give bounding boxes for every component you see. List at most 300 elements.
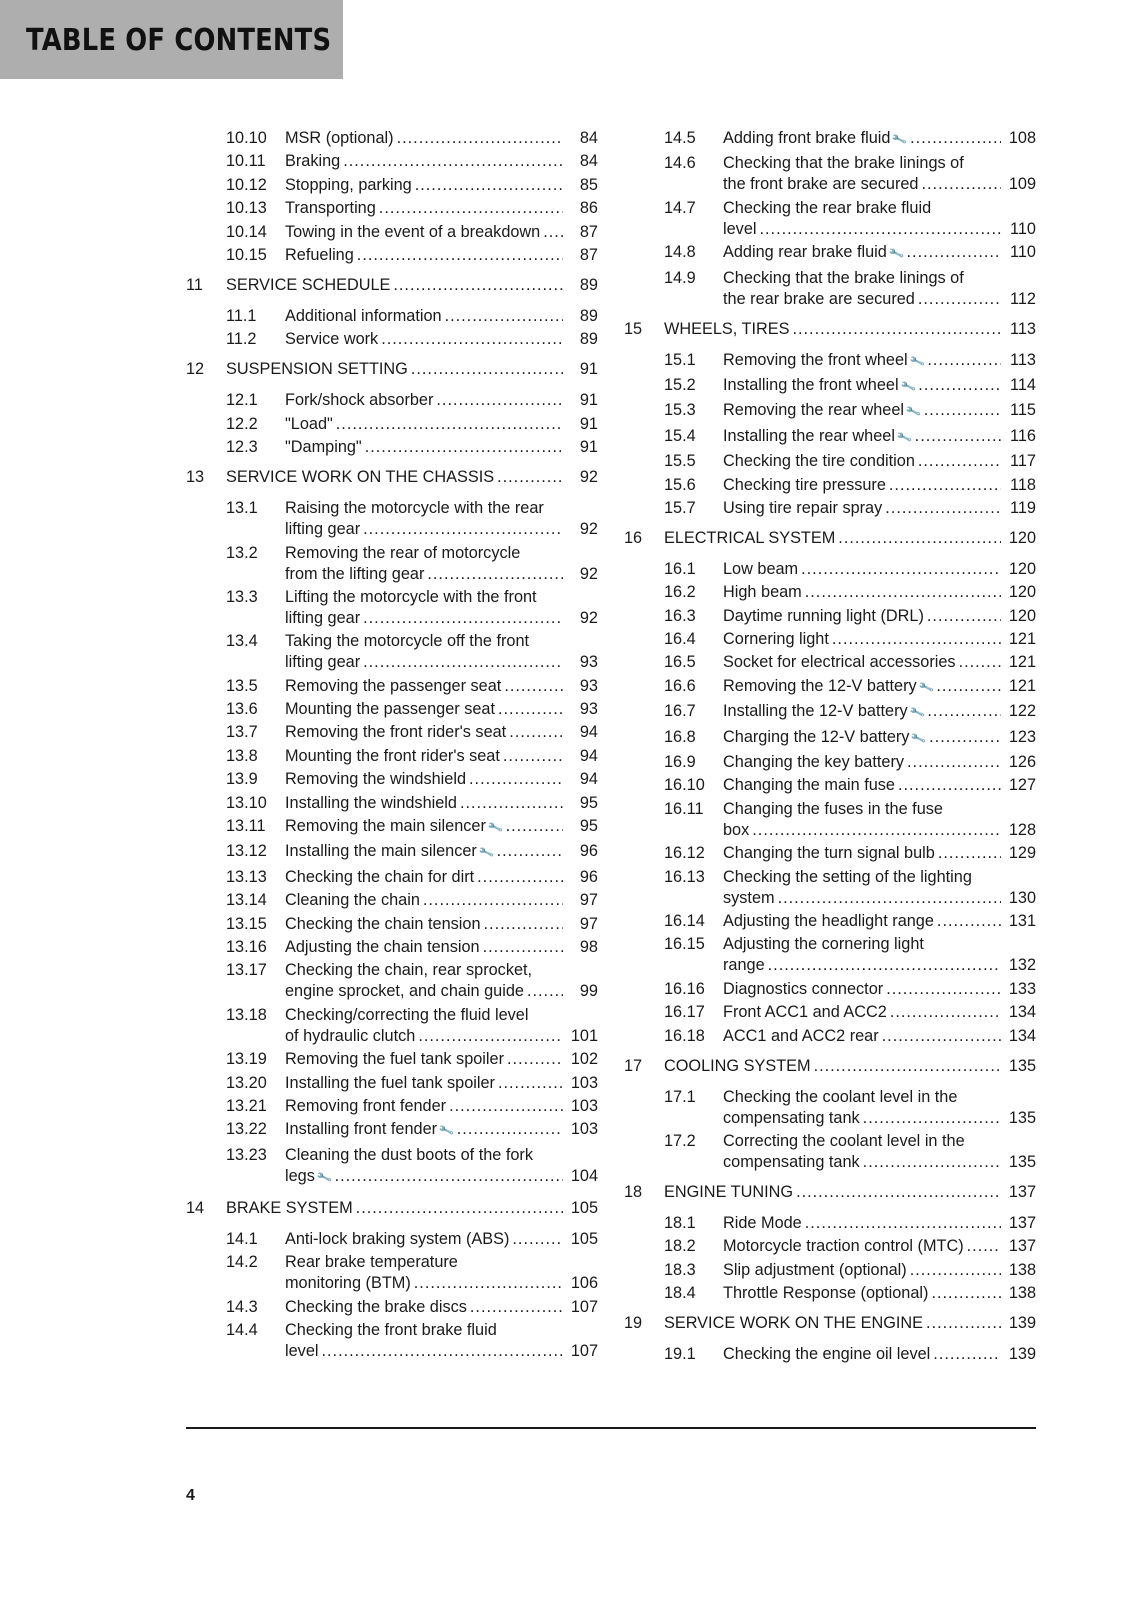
toc-section-entry[interactable] [186,1145,598,1189]
entry-title: Cornering light [723,630,829,649]
entry-text [723,350,1036,373]
section-number: 12.1 [226,391,258,410]
toc-section-entry[interactable] [624,775,1036,796]
page-reference: 97 [579,914,598,933]
entry-title: Transporting [285,199,376,218]
entry-title: Checking tire pressure [723,475,886,494]
wrench-icon: 🔧 [478,845,496,862]
entry-title: Checking the coolant level in the [723,1087,958,1106]
page-reference: 93 [579,676,598,695]
entry-title: Refueling [285,245,354,264]
entry-line [723,775,1036,796]
entry-text [285,816,598,839]
toc-section-entry[interactable] [624,1087,1036,1129]
toc-section-entry[interactable] [624,606,1036,627]
toc-section-entry[interactable] [624,559,1036,580]
entry-text [723,752,1036,773]
toc-section-entry[interactable] [186,329,598,350]
entry-title: ENGINE TUNING [664,1182,794,1201]
entry-text [723,198,1036,240]
toc-section-entry[interactable] [624,843,1036,864]
page-reference: 113 [1010,319,1036,338]
entry-title: Checking the chain, rear sprocket, [285,961,533,980]
toc-chapter-entry[interactable] [624,528,1036,549]
section-number: 16.4 [664,630,696,649]
header-tab [0,0,343,79]
entry-title: system [723,888,775,907]
entry-title: Installing front fender [285,1120,438,1139]
entry-line [285,329,598,350]
entry-line [285,151,598,172]
dot-leader [907,242,1001,263]
section-number: 13.8 [226,746,258,765]
toc-section-entry[interactable] [186,1297,598,1318]
dot-leader [393,275,563,296]
page-reference: 94 [579,723,598,742]
entry-line [285,1166,598,1189]
toc-section-entry[interactable] [186,816,598,839]
entry-line [285,390,598,411]
dot-leader [497,841,563,862]
entry-title: Installing the front wheel [723,375,899,394]
toc-section-entry[interactable] [624,752,1036,773]
toc-section-entry[interactable] [186,437,598,458]
toc-section-entry[interactable] [186,914,598,935]
entry-text [664,319,1036,340]
toc-section-entry[interactable] [624,375,1036,398]
toc-section-entry[interactable] [186,1005,598,1047]
page-reference: 103 [570,1120,598,1139]
toc-section-entry[interactable] [186,631,598,673]
section-number: 17.2 [664,1131,696,1150]
entry-line [285,652,598,673]
toc-section-entry[interactable] [624,426,1036,449]
toc-section-entry[interactable] [186,867,598,888]
entry-line [285,1119,598,1142]
dot-leader [910,1260,1001,1281]
section-number: 14.3 [226,1297,258,1316]
page-reference: 130 [1008,888,1036,907]
entry-line [285,1341,598,1362]
entry-line [723,219,1036,240]
entry-title: Checking the tire condition [723,452,915,471]
entry-text [285,245,598,266]
entry-title: Checking the front brake fluid [285,1320,497,1339]
toc-section-entry[interactable] [624,867,1036,909]
section-number: 18.3 [664,1260,696,1279]
entry-text [723,426,1036,449]
toc-section-entry[interactable] [624,629,1036,650]
section-number: 11.2 [226,330,257,349]
dot-leader [504,676,563,697]
section-number: 19 [624,1314,643,1333]
entry-line [285,793,598,814]
entry-line [226,467,598,488]
toc-section-entry[interactable] [624,582,1036,603]
entry-title: Checking the rear brake fluid [723,198,932,217]
toc-section-entry[interactable] [186,1096,598,1117]
toc-section-entry[interactable] [624,1260,1036,1281]
section-number: 12.2 [226,414,258,433]
toc-section-entry[interactable] [186,699,598,720]
entry-title: COOLING SYSTEM [664,1056,811,1075]
entry-title: Installing the main silencer [285,842,477,861]
dot-leader [863,1152,1001,1173]
entry-line [285,1273,598,1294]
entry-text [664,1182,1036,1203]
dot-leader [418,1026,563,1047]
page-reference: 117 [1010,452,1036,471]
entry-text [285,793,598,814]
toc-section-entry[interactable] [624,727,1036,750]
toc-chapter-entry[interactable] [624,1182,1036,1203]
dot-leader [898,775,1001,796]
entry-title: Adjusting the headlight range [723,911,934,930]
toc-section-entry[interactable] [624,1002,1036,1023]
section-number: 16.8 [664,727,696,746]
entry-text [285,306,598,327]
section-number: 13.15 [226,914,267,933]
section-number: 16.18 [664,1026,705,1045]
toc-section-entry[interactable] [624,701,1036,724]
dot-leader [760,219,1002,240]
section-number: 10.10 [226,129,267,147]
dot-leader [363,652,563,673]
toc-section-entry[interactable] [624,475,1036,496]
toc-section-entry[interactable] [186,245,598,266]
toc-section-entry[interactable] [186,1320,598,1362]
section-number: 11.1 [226,306,257,325]
entry-title: Additional information [285,306,442,325]
entry-text [723,606,1036,627]
page-reference: 120 [1008,559,1036,578]
section-number: 15.2 [664,375,696,394]
page-reference: 95 [579,793,598,812]
page-reference: 91 [579,414,598,433]
entry-line [723,153,1036,174]
entry-title: Adding front brake fluid [723,129,891,147]
entry-line [285,175,598,196]
toc-section-entry[interactable] [624,498,1036,519]
section-number: 16.1 [664,559,696,578]
dot-leader [497,467,563,488]
section-number: 10.13 [226,199,267,218]
page-reference: 134 [1008,1003,1036,1022]
toc-section-entry[interactable] [624,1026,1036,1047]
page-reference: 105 [570,1198,598,1217]
dot-leader [936,676,1001,697]
toc-section-entry[interactable] [186,198,598,219]
page-reference: 118 [1010,475,1036,494]
page-reference: 103 [570,1073,598,1092]
toc-section-entry[interactable] [186,498,598,540]
entry-text [723,1131,1036,1173]
entry-title: engine sprocket, and chain guide [285,982,524,1001]
section-number: 14.2 [226,1253,258,1272]
entry-title: Charging the 12-V battery [723,727,910,746]
entry-title: WHEELS, TIRES [664,319,790,338]
entry-line [723,843,1036,864]
section-number: 12.3 [226,438,258,457]
toc-section-entry[interactable] [186,722,598,743]
page-reference: 120 [1008,528,1036,547]
entry-text [285,1252,598,1294]
entry-title: Removing the passenger seat [285,676,502,695]
entry-text [723,843,1036,864]
page-reference: 97 [579,891,598,910]
toc-section-entry[interactable] [186,1049,598,1070]
page-reference: 94 [579,746,598,765]
toc-section-entry[interactable] [624,652,1036,673]
toc-section-entry[interactable] [186,746,598,767]
section-number: 14.8 [664,243,696,262]
dot-leader [415,175,563,196]
entry-text [723,1236,1036,1257]
entry-text [723,451,1036,472]
section-number: 14 [186,1198,205,1217]
toc-chapter-entry[interactable] [186,1198,598,1219]
toc-section-entry[interactable] [186,587,598,629]
entry-title: Changing the fuses in the fuse [723,799,943,818]
entry-text [285,631,598,673]
toc-chapter-entry[interactable] [186,275,598,296]
toc-section-entry[interactable] [186,841,598,864]
page-reference: 119 [1010,498,1036,517]
section-number: 14.4 [226,1320,258,1339]
section-number: 14.9 [664,268,696,287]
entry-text [723,727,1036,750]
toc-section-entry[interactable] [624,350,1036,373]
entry-title: Checking/correcting the fluid level [285,1005,529,1024]
entry-text [285,914,598,935]
toc-section-entry[interactable] [624,911,1036,932]
entry-text [664,1056,1036,1077]
toc-section-entry[interactable] [186,543,598,585]
toc-chapter-entry[interactable] [624,1056,1036,1077]
toc-section-entry[interactable] [624,1283,1036,1304]
section-number: 10.14 [226,222,267,241]
toc-section-entry[interactable] [186,175,598,196]
entry-line [723,198,1036,219]
footer-divider [186,1427,1036,1429]
page-reference: 86 [579,199,598,218]
toc-section-entry[interactable] [186,937,598,958]
entry-text [285,1297,598,1318]
dot-leader [926,1313,1001,1334]
toc-section-entry[interactable] [186,306,598,327]
page-reference: 121 [1008,676,1036,695]
entry-line [285,587,598,608]
entry-line [723,1002,1036,1023]
toc-chapter-entry[interactable] [186,359,598,380]
entry-line [285,746,598,767]
page-reference: 99 [579,982,598,1001]
toc-section-entry[interactable] [186,676,598,697]
entry-text [723,268,1036,310]
entry-title: ELECTRICAL SYSTEM [664,528,836,547]
entry-text [285,390,598,411]
entry-line [285,890,598,911]
entry-title: Diagnostics connector [723,979,884,998]
section-number: 10.12 [226,175,267,194]
entry-title: Towing in the event of a breakdown [285,222,541,241]
toc-section-entry[interactable] [186,128,598,149]
toc-section-entry[interactable] [624,128,1036,151]
entry-title: Removing the rear of motorcycle [285,543,521,562]
toc-chapter-entry[interactable] [624,319,1036,340]
toc-section-entry[interactable] [624,1213,1036,1234]
toc-section-entry[interactable] [186,1252,598,1294]
entry-title: the front brake are secured [723,175,919,194]
section-number: 18 [624,1182,643,1201]
toc-section-entry[interactable] [186,414,598,435]
page-reference: 139 [1008,1345,1036,1364]
entry-title: Raising the motorcycle with the rear [285,499,544,518]
entry-line [723,451,1036,472]
entry-title: Fork/shock absorber [285,391,434,410]
toc-section-entry[interactable] [186,769,598,790]
entry-text [285,746,598,767]
entry-text [723,934,1036,976]
entry-text [285,329,598,350]
entry-text [723,498,1036,519]
entry-line [285,981,598,1002]
toc-chapter-entry[interactable] [624,1313,1036,1334]
section-number: 16.14 [664,911,705,930]
entry-line [723,1344,1036,1365]
entry-title: Rear brake temperature [285,1253,458,1272]
entry-text [723,652,1036,673]
entry-text [285,198,598,219]
entry-title: Cleaning the chain [285,891,420,910]
entry-title: Removing the windshield [285,770,467,789]
page-reference: 96 [579,842,598,861]
section-number: 13.2 [226,543,258,562]
toc-section-entry[interactable] [624,268,1036,310]
entry-title: Checking the chain tension [285,914,481,933]
entry-title: Installing the rear wheel [723,426,895,445]
toc-section-entry[interactable] [624,979,1036,1000]
entry-text [723,153,1036,195]
entry-text [723,911,1036,932]
toc-section-entry[interactable] [186,1073,598,1094]
page-reference: 137 [1008,1213,1036,1232]
entry-title: Checking that the brake linings of [723,268,964,287]
section-number: 16.5 [664,653,696,672]
page-reference: 91 [579,438,598,457]
entry-title: Front ACC1 and ACC2 [723,1003,887,1022]
dot-leader [910,128,1001,149]
entry-line [285,914,598,935]
toc-section-entry[interactable] [186,1119,598,1142]
entry-line [723,629,1036,650]
dot-leader [805,582,1001,603]
entry-text [723,1213,1036,1234]
page-reference: 106 [570,1274,598,1293]
dot-leader [503,746,563,767]
toc-section-entry[interactable] [624,799,1036,841]
section-number: 13.4 [226,632,258,651]
entry-line [285,1297,598,1318]
toc-section-entry[interactable] [624,242,1036,265]
toc-section-entry[interactable] [186,151,598,172]
dot-leader [470,1297,563,1318]
toc-section-entry[interactable] [624,1236,1036,1257]
entry-title: Checking the setting of the lighting [723,867,972,886]
entry-line [285,498,598,519]
entry-line [285,631,598,652]
dot-leader [918,451,1001,472]
toc-chapter-entry[interactable] [186,467,598,488]
entry-text [285,867,598,888]
toc-section-entry[interactable] [186,890,598,911]
dot-leader [483,937,563,958]
page-reference: 113 [1010,350,1036,369]
entry-title: Motorcycle traction control (MTC) [723,1237,964,1256]
toc-section-entry[interactable] [624,198,1036,240]
entry-title: Adjusting the cornering light [723,935,924,954]
toc-section-entry[interactable] [186,960,598,1002]
entry-title: Ride Mode [723,1213,802,1232]
toc-section-entry[interactable] [624,153,1036,195]
entry-text [723,979,1036,1000]
section-number: 16.11 [664,799,704,818]
entry-line [723,1087,1036,1108]
toc-section-entry[interactable] [624,1131,1036,1173]
entry-line [285,128,598,149]
entry-line [723,727,1036,750]
section-number: 13.18 [226,1005,267,1024]
page-reference: 91 [579,391,598,410]
toc-section-entry[interactable] [186,1229,598,1250]
entry-line [723,1260,1036,1281]
toc-section-entry[interactable] [624,400,1036,423]
entry-line [285,1252,598,1273]
toc-section-entry[interactable] [186,793,598,814]
page-reference: 107 [570,1341,598,1360]
section-number: 18.4 [664,1284,696,1303]
entry-title: SERVICE SCHEDULE [226,275,391,294]
entry-title: MSR (optional) [285,129,394,147]
dot-leader [915,426,1001,447]
toc-section-entry[interactable] [624,934,1036,976]
entry-text [285,960,598,1002]
toc-section-entry[interactable] [624,1344,1036,1365]
toc-section-entry[interactable] [186,390,598,411]
dot-leader [838,528,1001,549]
section-number: 16.10 [664,776,705,795]
dot-leader [890,1002,1001,1023]
entry-line [723,701,1036,724]
entry-line [285,1026,598,1047]
dot-leader [918,289,1001,310]
page-reference: 132 [1008,956,1036,975]
entry-title: ACC1 and ACC2 rear [723,1026,879,1045]
entry-line [723,955,1036,976]
page-reference: 127 [1008,776,1036,795]
section-number: 13.7 [226,723,258,742]
entry-text [723,629,1036,650]
section-number: 15 [624,319,643,338]
dot-leader [907,752,1001,773]
section-number: 13.23 [226,1145,267,1164]
toc-section-entry[interactable] [624,451,1036,472]
dot-leader [509,722,563,743]
entry-title: SERVICE WORK ON THE CHASSIS [226,468,495,487]
toc-section-entry[interactable] [624,676,1036,699]
toc-section-entry[interactable] [186,222,598,243]
entry-line [285,1049,598,1070]
